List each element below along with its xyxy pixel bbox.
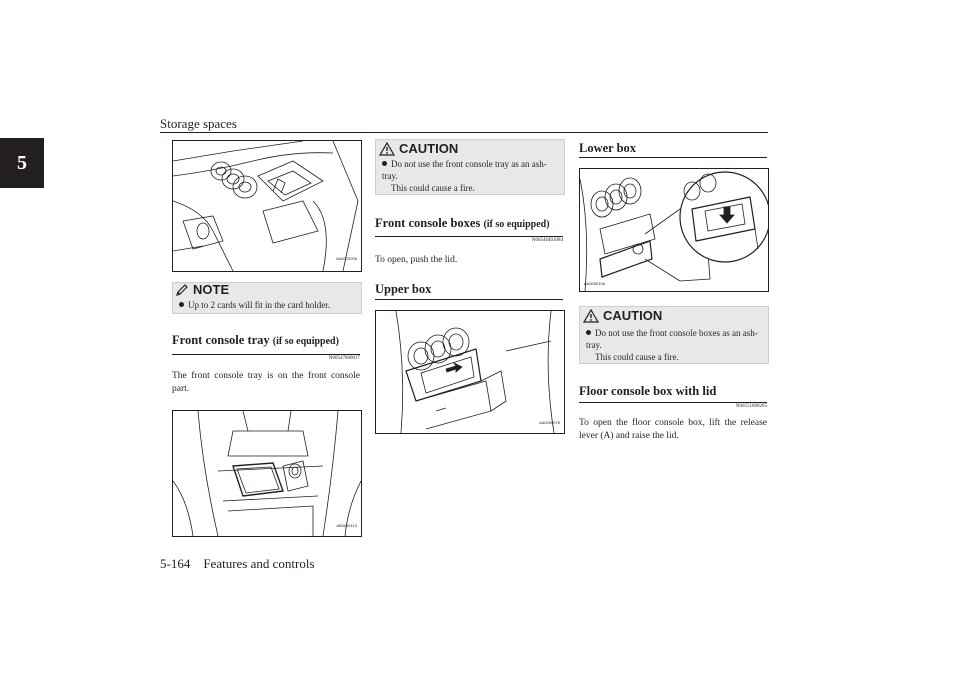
note-heading [175,282,229,297]
bullet-dot-icon [382,161,387,166]
caution-bullet [382,158,560,194]
section-rule [375,236,563,237]
figure-id: AB0000113 [336,523,357,528]
caution-heading-text: CAUTION [603,308,663,323]
figure-id: AA0090076 [539,420,560,425]
figure-front-console-tray [172,410,362,537]
section-title-text: Front console boxes [375,216,481,230]
caution-box-tray [375,139,565,195]
caution-bullet-text: Do not use the front console tray as an ash-tray. [382,159,547,181]
section-code: N00551600205 [735,404,767,409]
section-title-front-console-tray [172,333,339,348]
caution-bullet-text: Do not use the front console boxes as an ash-tray. [586,328,758,350]
page-header-title: Storage spaces [160,116,237,131]
note-bullet [179,299,330,311]
section-code: N00547800017 [328,356,360,361]
section-title-text: Front console tray [172,333,270,347]
section-code: N00546401084 [531,238,563,243]
section-qualifier: (if so equipped) [483,219,550,230]
figure-id: AA0090106 [584,281,605,286]
section-body: To open the floor console box, lift the release lever (A) and raise the lid. [579,418,767,441]
section-body: To open, push the lid. [375,255,458,265]
pencil-note-icon [175,283,189,297]
section-body: The front console tray is on the front console part. [172,371,360,394]
caution-heading [379,141,458,156]
figure-upper-box [375,310,565,434]
note-bullet-text: Up to 2 cards will fit in the card holder. [188,300,330,310]
figure-card-holder [172,140,362,272]
warning-triangle-icon [583,309,599,323]
subsection-title-upper-box: Upper box [375,282,432,296]
note-box [172,282,362,314]
card-holder-illustration [173,141,361,271]
caution-box-boxes [579,306,769,364]
note-heading-text: NOTE [193,282,230,297]
console-tray-illustration [173,411,361,536]
warning-triangle-icon [379,142,395,156]
section-rule [172,354,360,355]
subsection-title-lower-box: Lower box [579,141,637,155]
bullet-dot-icon [179,302,184,307]
figure-lower-box [579,168,769,292]
section-rule [579,402,767,403]
subsection-rule [375,299,563,300]
caution-heading [583,308,662,323]
section-qualifier: (if so equipped) [272,336,339,347]
figure-id: AA0075206 [336,256,357,261]
chapter-tab: 5 [0,138,44,188]
caution-line2: This could cause a fire. [391,183,475,193]
section-title-floor-console-box: Floor console box with lid [579,384,717,398]
header-rule [160,132,768,133]
footer-page-reference: 5-164 Features and controls [160,556,315,571]
caution-heading-text: CAUTION [399,141,459,156]
bullet-dot-icon [586,330,591,335]
caution-bullet [586,327,764,363]
section-title-front-console-boxes [375,216,550,231]
subsection-rule [579,157,767,158]
upper-box-illustration [376,311,564,433]
lower-box-illustration [580,169,768,291]
caution-line2: This could cause a fire. [595,352,679,362]
